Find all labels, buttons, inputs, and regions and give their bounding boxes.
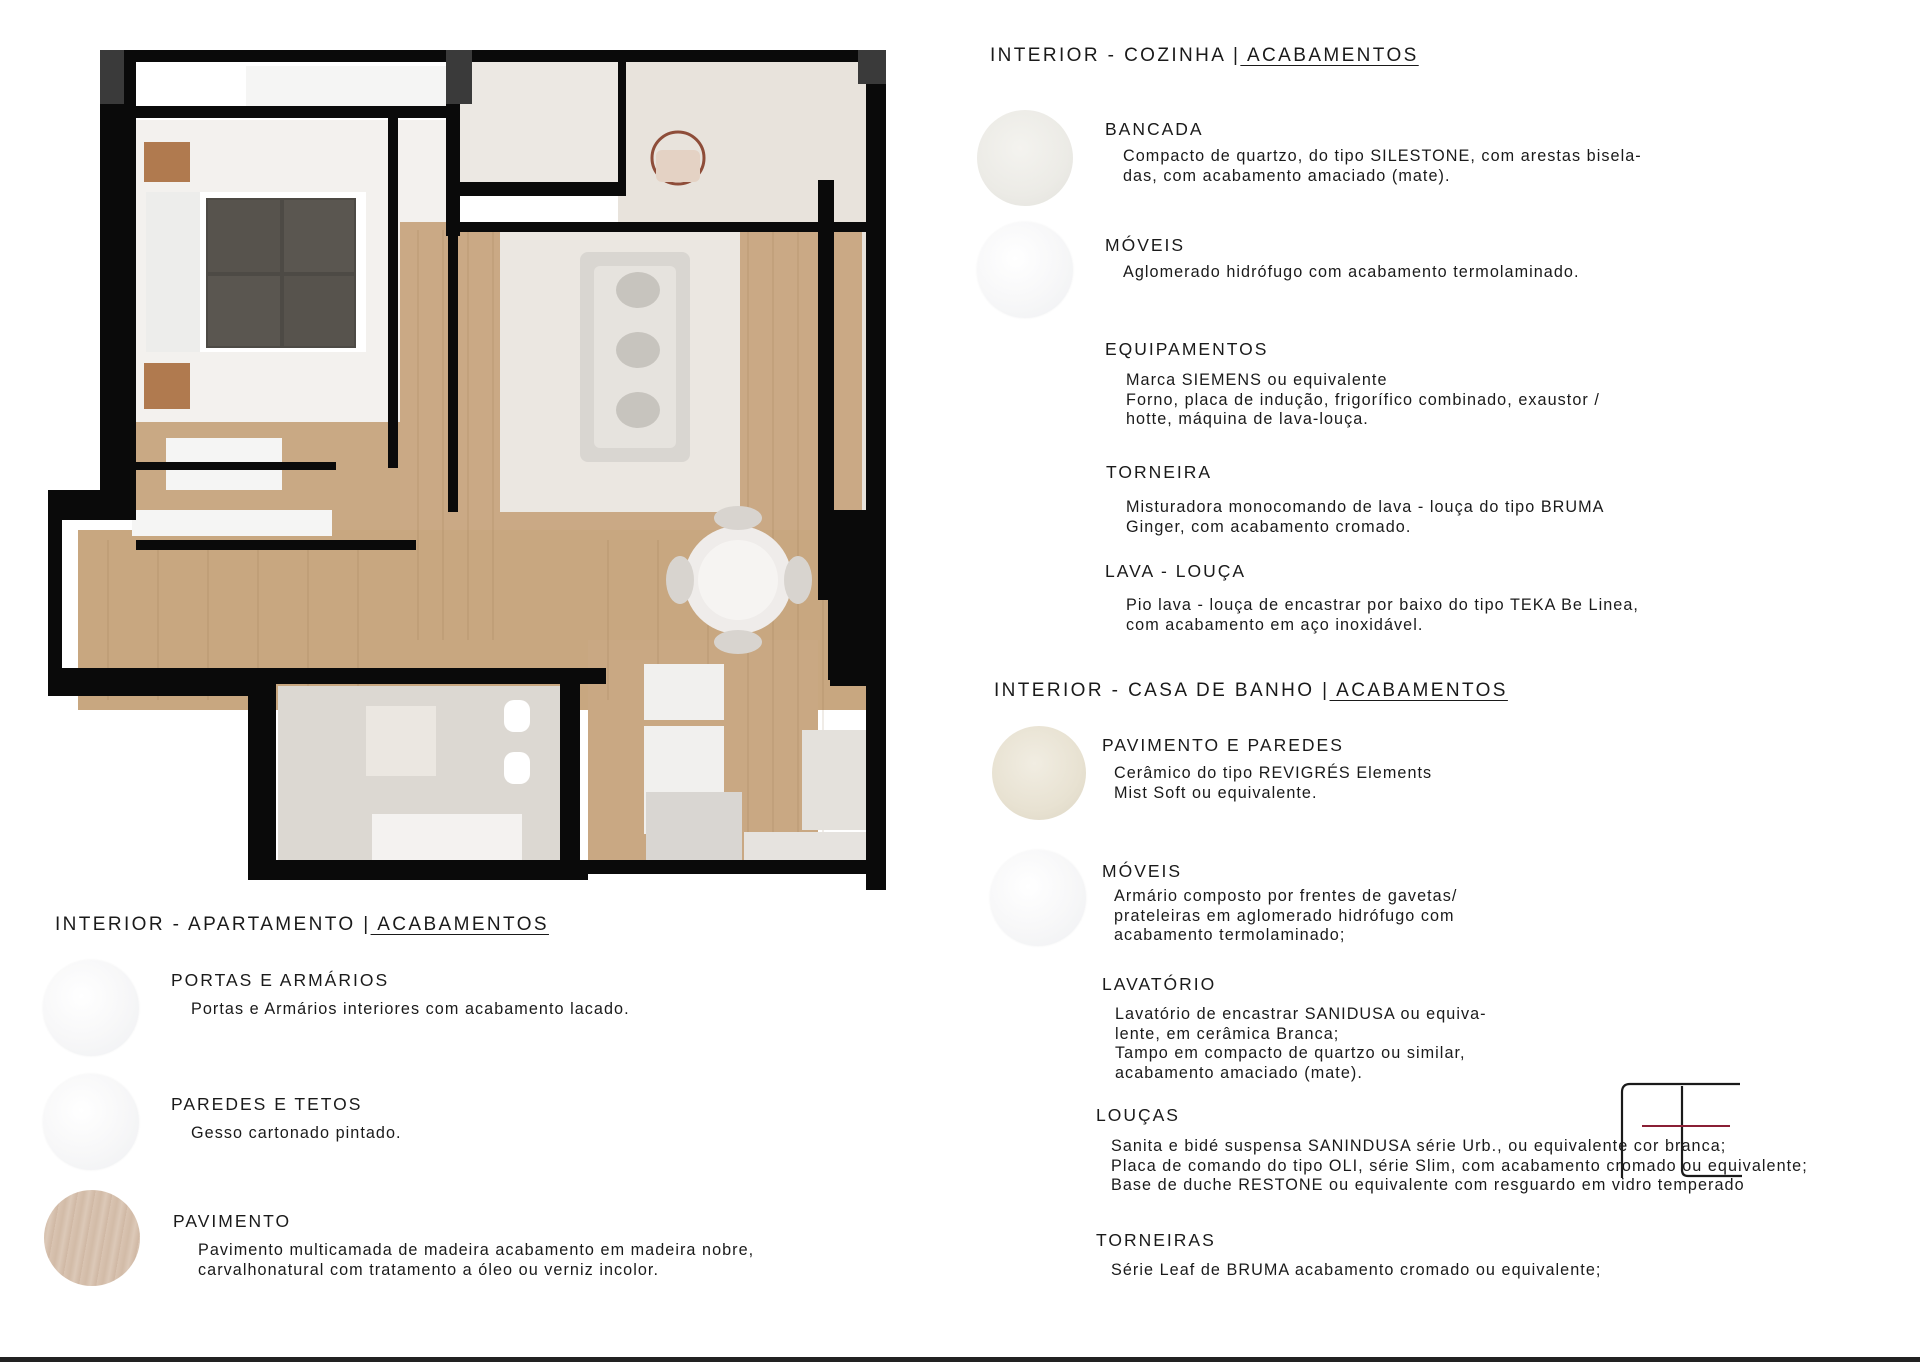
pavimento-line-2: carvalhonatural com tratamento a óleo ou verniz incolor.: [198, 1260, 660, 1279]
lavatorio-line-2: lente, em cerâmica Branca;: [1115, 1024, 1340, 1043]
paredes-tetos-swatch: [43, 1074, 139, 1170]
loucas-line-2: Placa de comando do tipo OLI, série Slim, com acabamento cromado ou equivalente;: [1111, 1156, 1808, 1175]
torneiras-line-1: Série Leaf de BRUMA acabamento cromado ou equivalente;: [1111, 1261, 1602, 1279]
apartamento-heading-underlined: ACABAMENTOS: [370, 914, 549, 935]
torneiras-title: TORNEIRAS: [1096, 1230, 1216, 1250]
cozinha-moveis-line-1: Aglomerado hidrófugo com acabamento termolaminado.: [1123, 263, 1580, 281]
apartamento-heading: [55, 914, 549, 936]
paredes-tetos-title: PAREDES E TETOS: [171, 1094, 363, 1114]
portas-armarios-text: [191, 1000, 630, 1020]
pavimento-paredes-title: PAVIMENTO E PAREDES: [1102, 735, 1344, 755]
banho-moveis-line-2: prateleiras em aglomerado hidrófugo com: [1114, 906, 1455, 925]
lava-louca-line-1: Pio lava - louça de encastrar por baixo do tipo TEKA Be Linea,: [1126, 596, 1639, 614]
lavatorio-line-1: Lavatório de encastrar SANIDUSA ou equiva-: [1115, 1005, 1487, 1023]
pavimento-swatch: [44, 1190, 140, 1286]
pavimento-text: [198, 1241, 754, 1280]
cozinha-heading-text: INTERIOR - COZINHA |: [990, 45, 1241, 66]
pavimento-paredes-line-2: Mist Soft ou equivalente.: [1114, 783, 1318, 802]
paredes-tetos-text: [191, 1124, 402, 1144]
pavimento-paredes-text: [1114, 764, 1432, 803]
equipamentos-line-1: Marca SIEMENS ou equivalente: [1126, 371, 1388, 389]
bancada-text: [1123, 147, 1642, 186]
lavatorio-line-4: acabamento amaciado (mate).: [1115, 1063, 1363, 1082]
bancada-swatch: [977, 110, 1073, 206]
equipamentos-line-3: hotte, máquina de lava-louça.: [1126, 410, 1369, 428]
cozinha-heading: [990, 45, 1419, 67]
banho-moveis-text: [1114, 887, 1457, 946]
lava-louca-title: LAVA - LOUÇA: [1105, 561, 1247, 581]
torneira-title: TORNEIRA: [1106, 462, 1213, 482]
footer-divider: [0, 1357, 1920, 1362]
pavimento-paredes-swatch: [992, 726, 1086, 820]
apartamento-heading-text: INTERIOR - APARTAMENTO |: [55, 914, 371, 935]
equipamentos-line-2: Forno, placa de indução, frigorífico combinado, exaustor /: [1126, 390, 1600, 409]
ft-monogram-logo: [1620, 1080, 1746, 1180]
banho-moveis-line-1: Armário composto por frentes de gavetas/: [1114, 887, 1458, 905]
pavimento-paredes-line-1: Cerâmico do tipo REVIGRÉS Elements: [1114, 764, 1433, 782]
banho-heading: [994, 680, 1508, 702]
banho-heading-text: INTERIOR - CASA DE BANHO |: [994, 680, 1330, 701]
cozinha-heading-underlined: ACABAMENTOS: [1240, 45, 1419, 66]
torneira-text: [1126, 498, 1605, 537]
torneiras-text: [1111, 1261, 1601, 1281]
portas-armarios-line-1: Portas e Armários interiores com acabamento lacado.: [191, 1000, 630, 1018]
cozinha-moveis-title: MÓVEIS: [1105, 235, 1186, 255]
lava-louca-text: [1126, 596, 1639, 635]
loucas-title: LOUÇAS: [1096, 1105, 1180, 1125]
equipamentos-title: EQUIPAMENTOS: [1105, 339, 1269, 359]
banho-heading-underlined: ACABAMENTOS: [1329, 680, 1508, 701]
paredes-tetos-line-1: Gesso cartonado pintado.: [191, 1124, 402, 1142]
lavatorio-title: LAVATÓRIO: [1102, 974, 1217, 994]
loucas-line-3: Base de duche RESTONE ou equivalente com resguardo em vidro temperado: [1111, 1176, 1745, 1194]
bancada-line-1: Compacto de quartzo, do tipo SILESTONE, com arestas bisela-: [1123, 147, 1642, 165]
banho-moveis-title: MÓVEIS: [1102, 861, 1183, 881]
banho-moveis-line-3: acabamento termolaminado;: [1114, 926, 1346, 944]
pavimento-title: PAVIMENTO: [173, 1211, 292, 1231]
torneira-line-2: Ginger, com acabamento cromado.: [1126, 517, 1412, 536]
cozinha-moveis-text: [1123, 263, 1580, 283]
lavatorio-line-3: Tampo em compacto de quartzo ou similar,: [1115, 1044, 1466, 1062]
bancada-title: BANCADA: [1105, 119, 1204, 139]
lavatorio-text: [1115, 1005, 1487, 1083]
portas-armarios-title: PORTAS E ARMÁRIOS: [171, 970, 390, 990]
banho-moveis-swatch: [990, 850, 1086, 946]
floor-plan: [48, 50, 904, 895]
cozinha-moveis-swatch: [977, 222, 1073, 318]
loucas-line-1: Sanita e bidé suspensa SANINDUSA série Urb., ou equivalente cor branca;: [1111, 1137, 1727, 1155]
lava-louca-line-2: com acabamento em aço inoxidável.: [1126, 615, 1424, 634]
portas-armarios-swatch: [43, 960, 139, 1056]
pavimento-line-1: Pavimento multicamada de madeira acabamento em madeira nobre,: [198, 1241, 755, 1259]
bancada-line-2: das, com acabamento amaciado (mate).: [1123, 166, 1451, 185]
floor-plan-drawing: [48, 50, 904, 895]
torneira-line-1: Misturadora monocomando de lava - louça do tipo BRUMA: [1126, 498, 1605, 516]
equipamentos-text: [1126, 371, 1600, 430]
